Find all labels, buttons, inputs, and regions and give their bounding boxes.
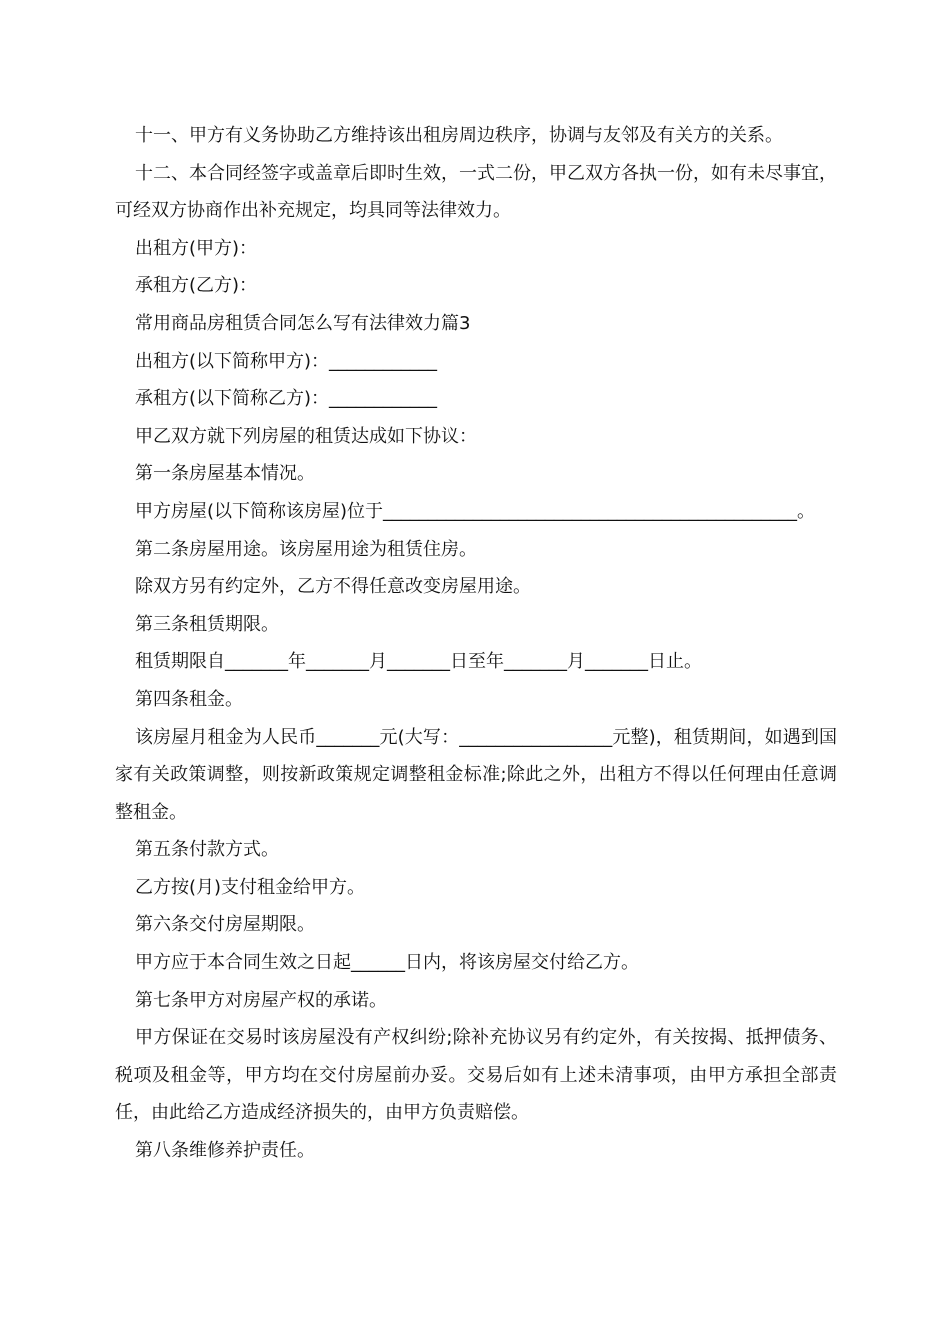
article-7-body: 甲方保证在交易时该房屋没有产权纠纷;除补充协议另有约定外，有关按揭、抵押债务、税项及租金等，甲方均在交付房屋前办妥。交易后如有上述未清事项，由甲方承担全部责任，由此给乙方造成经济损失的，由甲方负责赔偿。 bbox=[115, 1027, 837, 1124]
lessee-field: 承租方(以下简称乙方)：____________ bbox=[135, 388, 438, 410]
document-body bbox=[115, 117, 837, 1170]
clause-12: 十二、本合同经签字或盖章后即时生效，一式二份，甲乙双方各执一份，如有未尽事宜，可经双方协商作出补充规定，均具同等法律效力。 bbox=[115, 162, 837, 222]
section-heading: 常用商品房租赁合同怎么写有法律效力篇3 bbox=[135, 312, 471, 334]
article-3-body: 租赁期限自_______年_______月_______日至年_______月_______日止。 bbox=[135, 651, 702, 673]
lessee-signature-line: 承租方(乙方)： bbox=[135, 275, 258, 297]
article-3-title: 第三条租赁期限。 bbox=[135, 613, 279, 635]
clause-11: 十一、甲方有义务协助乙方维持该出租房周边秩序，协调与友邻及有关方的关系。 bbox=[135, 125, 783, 146]
article-5-body: 乙方按(月)支付租金给甲方。 bbox=[135, 876, 366, 898]
article-8-title: 第八条维修养护责任。 bbox=[135, 1140, 315, 1162]
article-5-title: 第五条付款方式。 bbox=[135, 839, 279, 861]
agreement-intro: 甲乙双方就下列房屋的租赁达成如下协议： bbox=[135, 425, 477, 447]
article-2-body: 除双方另有约定外，乙方不得任意改变房屋用途。 bbox=[135, 576, 531, 598]
article-4-title: 第四条租金。 bbox=[135, 688, 243, 710]
article-6-title: 第六条交付房屋期限。 bbox=[135, 914, 315, 936]
article-2-title: 第二条房屋用途。该房屋用途为租赁住房。 bbox=[135, 538, 477, 560]
article-1-body: 甲方房屋(以下简称该房屋)位于______________________________________________。 bbox=[135, 500, 816, 522]
article-6-body: 甲方应于本合同生效之日起______日内，将该房屋交付给乙方。 bbox=[135, 952, 639, 974]
article-4-body: 该房屋月租金为人民币_______元(大写：_________________元整)，租赁期间，如遇到国家有关政策调整，则按新政策规定调整租金标准;除此之外，出租方不得以任何理由任意调整租金。 bbox=[115, 726, 837, 823]
article-1-title: 第一条房屋基本情况。 bbox=[135, 463, 315, 485]
lessor-field: 出租方(以下简称甲方)：____________ bbox=[135, 350, 438, 372]
article-7-title: 第七条甲方对房屋产权的承诺。 bbox=[135, 989, 387, 1011]
lessor-signature-line: 出租方(甲方)： bbox=[135, 237, 258, 259]
